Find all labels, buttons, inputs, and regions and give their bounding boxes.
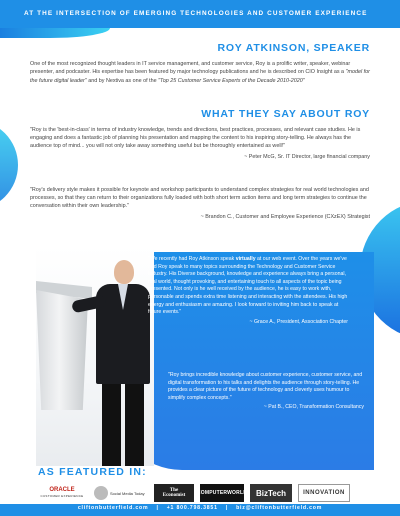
smt-circle-icon <box>94 486 108 500</box>
bio-text: One of the most recognized thought leaders in IT service management, and customer service, Roy is a prolific writer, speaker, webinar presenter, and podcaster. His expertise has been featured by major technology publications and he is described on CIO Insight as a <box>30 61 351 76</box>
bio-quote-cio: "model for the future digital leader" <box>30 69 370 84</box>
featured-logos <box>36 482 386 504</box>
panel-quote-attribution: ~ Pat B., CEO, Transformation Consultancy <box>263 404 364 411</box>
top-wave-decoration <box>0 28 110 38</box>
social-media-today-logo <box>94 484 148 502</box>
panel-quote-text: "Roy brings incredible knowledge about customer experience, customer service, and digital transformation to his talks and delights the audience through story-telling. He provides a clear picture of the future of technology and cleverly uses humour to simplify complex concepts." <box>168 372 363 401</box>
footer-phone[interactable]: +1 800.798.3851 <box>166 505 218 511</box>
bio-text-mid: and by Nextiva as one of the <box>86 77 159 84</box>
footer-email-link[interactable]: biz@cliftonbutterfield.com <box>236 505 323 511</box>
innovation-logo: INNOVATION <box>298 484 350 502</box>
bio-quote-nextiva: "Top 25 Customer Service Experts of the Decade 2010-2020" <box>158 77 305 84</box>
panel-quote-attribution: ~ Grace A., President, Association Chapter <box>249 318 348 325</box>
testimonial-quote <box>30 126 370 161</box>
smt-logo-text: Social Media Today <box>110 490 145 496</box>
biztech-logo: BizTech <box>250 484 292 502</box>
quote-text: "Roy is the 'best-in-class' in terms of industry knowledge, trends and directions, best practices, processes, and relevant case studies. He is engaging and does a fantastic job of planning his presentation and mapping the content to his inspiring story-telling. He always has the audience top of mind... you will not only take away something useful but be thoroughly entertained as well!" <box>30 127 361 150</box>
testimonials-heading: WHAT THEY SAY ABOUT ROY <box>201 108 370 120</box>
quote-text: "Roy's delivery style makes it possible for keynote and workshop participants to understand complex strategies for real world technologies and processes, so that they can return to their organizations fully loaded with both short term action items and long term strategies to continue the conversation within their own leadership." <box>30 187 369 210</box>
speaker-photo <box>36 246 154 466</box>
featured-heading: AS FEATURED IN: <box>38 466 147 478</box>
testimonial-quote <box>30 186 370 221</box>
panel-quote-bold: virtually <box>235 256 256 262</box>
speaker-head <box>114 260 134 284</box>
oracle-logo-text: ORACLE <box>49 487 75 493</box>
economist-logo-text-2: Economist <box>162 493 186 498</box>
economist-logo <box>154 484 194 502</box>
panel-quote-text: at our web event. Over the years we've had Roy speak to many topics surrounding the Technology and Customer Service Industry. His Diverse background, knowledge and experience always bring a personal, real world, thought provoking, and entertaining touch to all aspects of the topic being presented. Not only is he well received by the audience, he is easy to work with, personable and spends extra time listening and interacting with the attendees. His high energy and enthusiasm are amazing. I look forward to inviting him back to speak at future events." <box>148 256 348 316</box>
footer-separator: | <box>225 505 229 511</box>
panel-testimonial <box>148 256 348 326</box>
speaker-bio <box>30 60 370 85</box>
speaker-name-heading: ROY ATKINSON, SPEAKER <box>217 42 370 54</box>
quote-attribution: ~ Peter McG, Sr. IT Director, large financial company <box>244 153 370 160</box>
quote-attribution: ~ Brandon C., Customer and Employee Experience (CXzEX) Strategist <box>200 213 370 220</box>
panel-quote-lead: "We recently had Roy Atkinson speak <box>148 256 236 262</box>
oracle-logo <box>36 484 88 502</box>
footer-contact <box>0 505 400 511</box>
computerworld-logo: COMPUTERWORLD <box>200 484 244 502</box>
speaker-legs <box>102 384 144 466</box>
oracle-logo-subtext: CUSTOMER EXPERIENCE <box>40 494 84 498</box>
footer-separator: | <box>156 505 159 511</box>
economist-logo-text-1: The <box>169 488 179 493</box>
footer-website-link[interactable]: cliftonbutterfield.com <box>77 505 149 511</box>
panel-testimonial <box>168 372 364 412</box>
left-wave-decoration <box>0 120 18 210</box>
top-banner: AT THE INTERSECTION OF EMERGING TECHNOLOGIES AND CUSTOMER EXPERIENCE <box>0 0 400 28</box>
